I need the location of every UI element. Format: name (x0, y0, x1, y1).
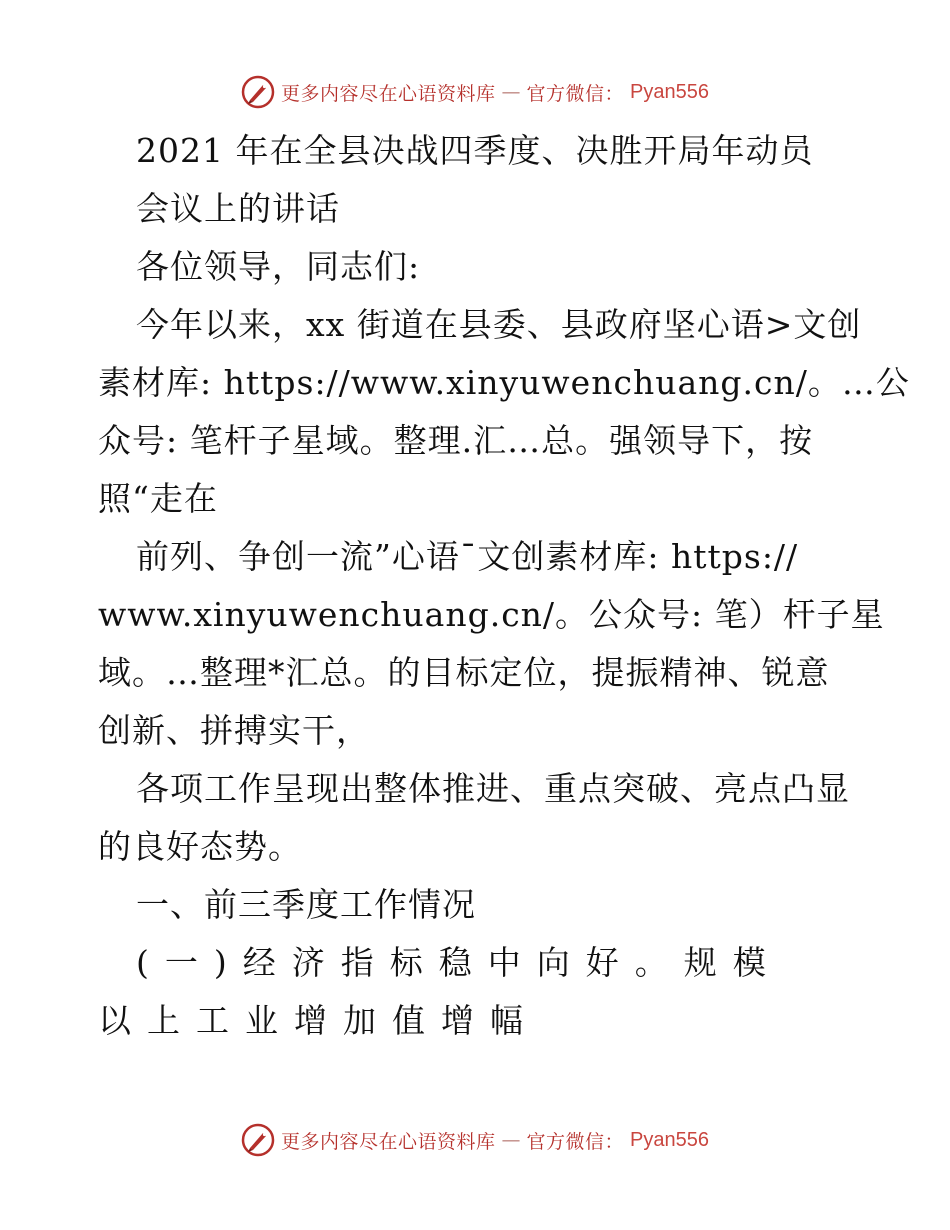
salutation: 各位领导，同志们: (136, 247, 421, 286)
paragraph-line: www.xinyuwenchuang.cn/。公众号: 笔）杆子星 (98, 595, 885, 634)
watermark-separator: — (501, 1129, 521, 1151)
paragraph-line: 前列、争创一流”心语¯文创素材库: https:// (136, 537, 799, 576)
paragraph-line: 创新、拼搏实干， (98, 711, 370, 750)
paragraph-line: 各项工作呈现出整体推进、重点突破、亮点凸显 (136, 769, 850, 808)
paragraph-line: 以上工业增加值增幅 (98, 1001, 539, 1040)
watermark-separator: — (501, 81, 521, 103)
document-body (98, 122, 910, 1050)
watermark-text: 更多内容尽在心语资料库 (281, 82, 496, 105)
section-heading: 一、前三季度工作情况 (136, 885, 476, 924)
watermark-prefix: 官方微信： (526, 1130, 625, 1153)
paragraph-line: 的良好态势。 (98, 827, 302, 866)
paragraph-line: 今年以来，xx 街道在县委、县政府坚心语>文创 (136, 305, 862, 344)
paragraph-line: (一)经济指标稳中向好。规模 (136, 943, 782, 982)
paragraph-line: 众号: 笔杆子星域。整理.汇…总。强领导下，按 (98, 421, 814, 460)
pen-logo-icon (241, 1123, 275, 1157)
paragraph-line: 域。…整理*汇总。的目标定位，提振精神、锐意 (98, 653, 830, 692)
document-title-line-1: 2021 年在全县决战四季度、决胜开局年动员 (136, 131, 814, 170)
paragraph-line: 照“走在 (98, 479, 218, 518)
header-watermark (0, 72, 950, 112)
watermark-prefix: 官方微信： (526, 82, 625, 105)
footer-watermark (0, 1120, 950, 1160)
document-title-line-2: 会议上的讲话 (136, 189, 340, 228)
watermark-text: 更多内容尽在心语资料库 (281, 1130, 496, 1153)
pen-logo-icon (241, 75, 275, 109)
paragraph-line: 素材库: https://www.xinyuwenchuang.cn/。…公 (98, 363, 910, 402)
watermark-wechat-id: Pyan556 (630, 1128, 709, 1151)
watermark-wechat-id: Pyan556 (630, 80, 709, 103)
